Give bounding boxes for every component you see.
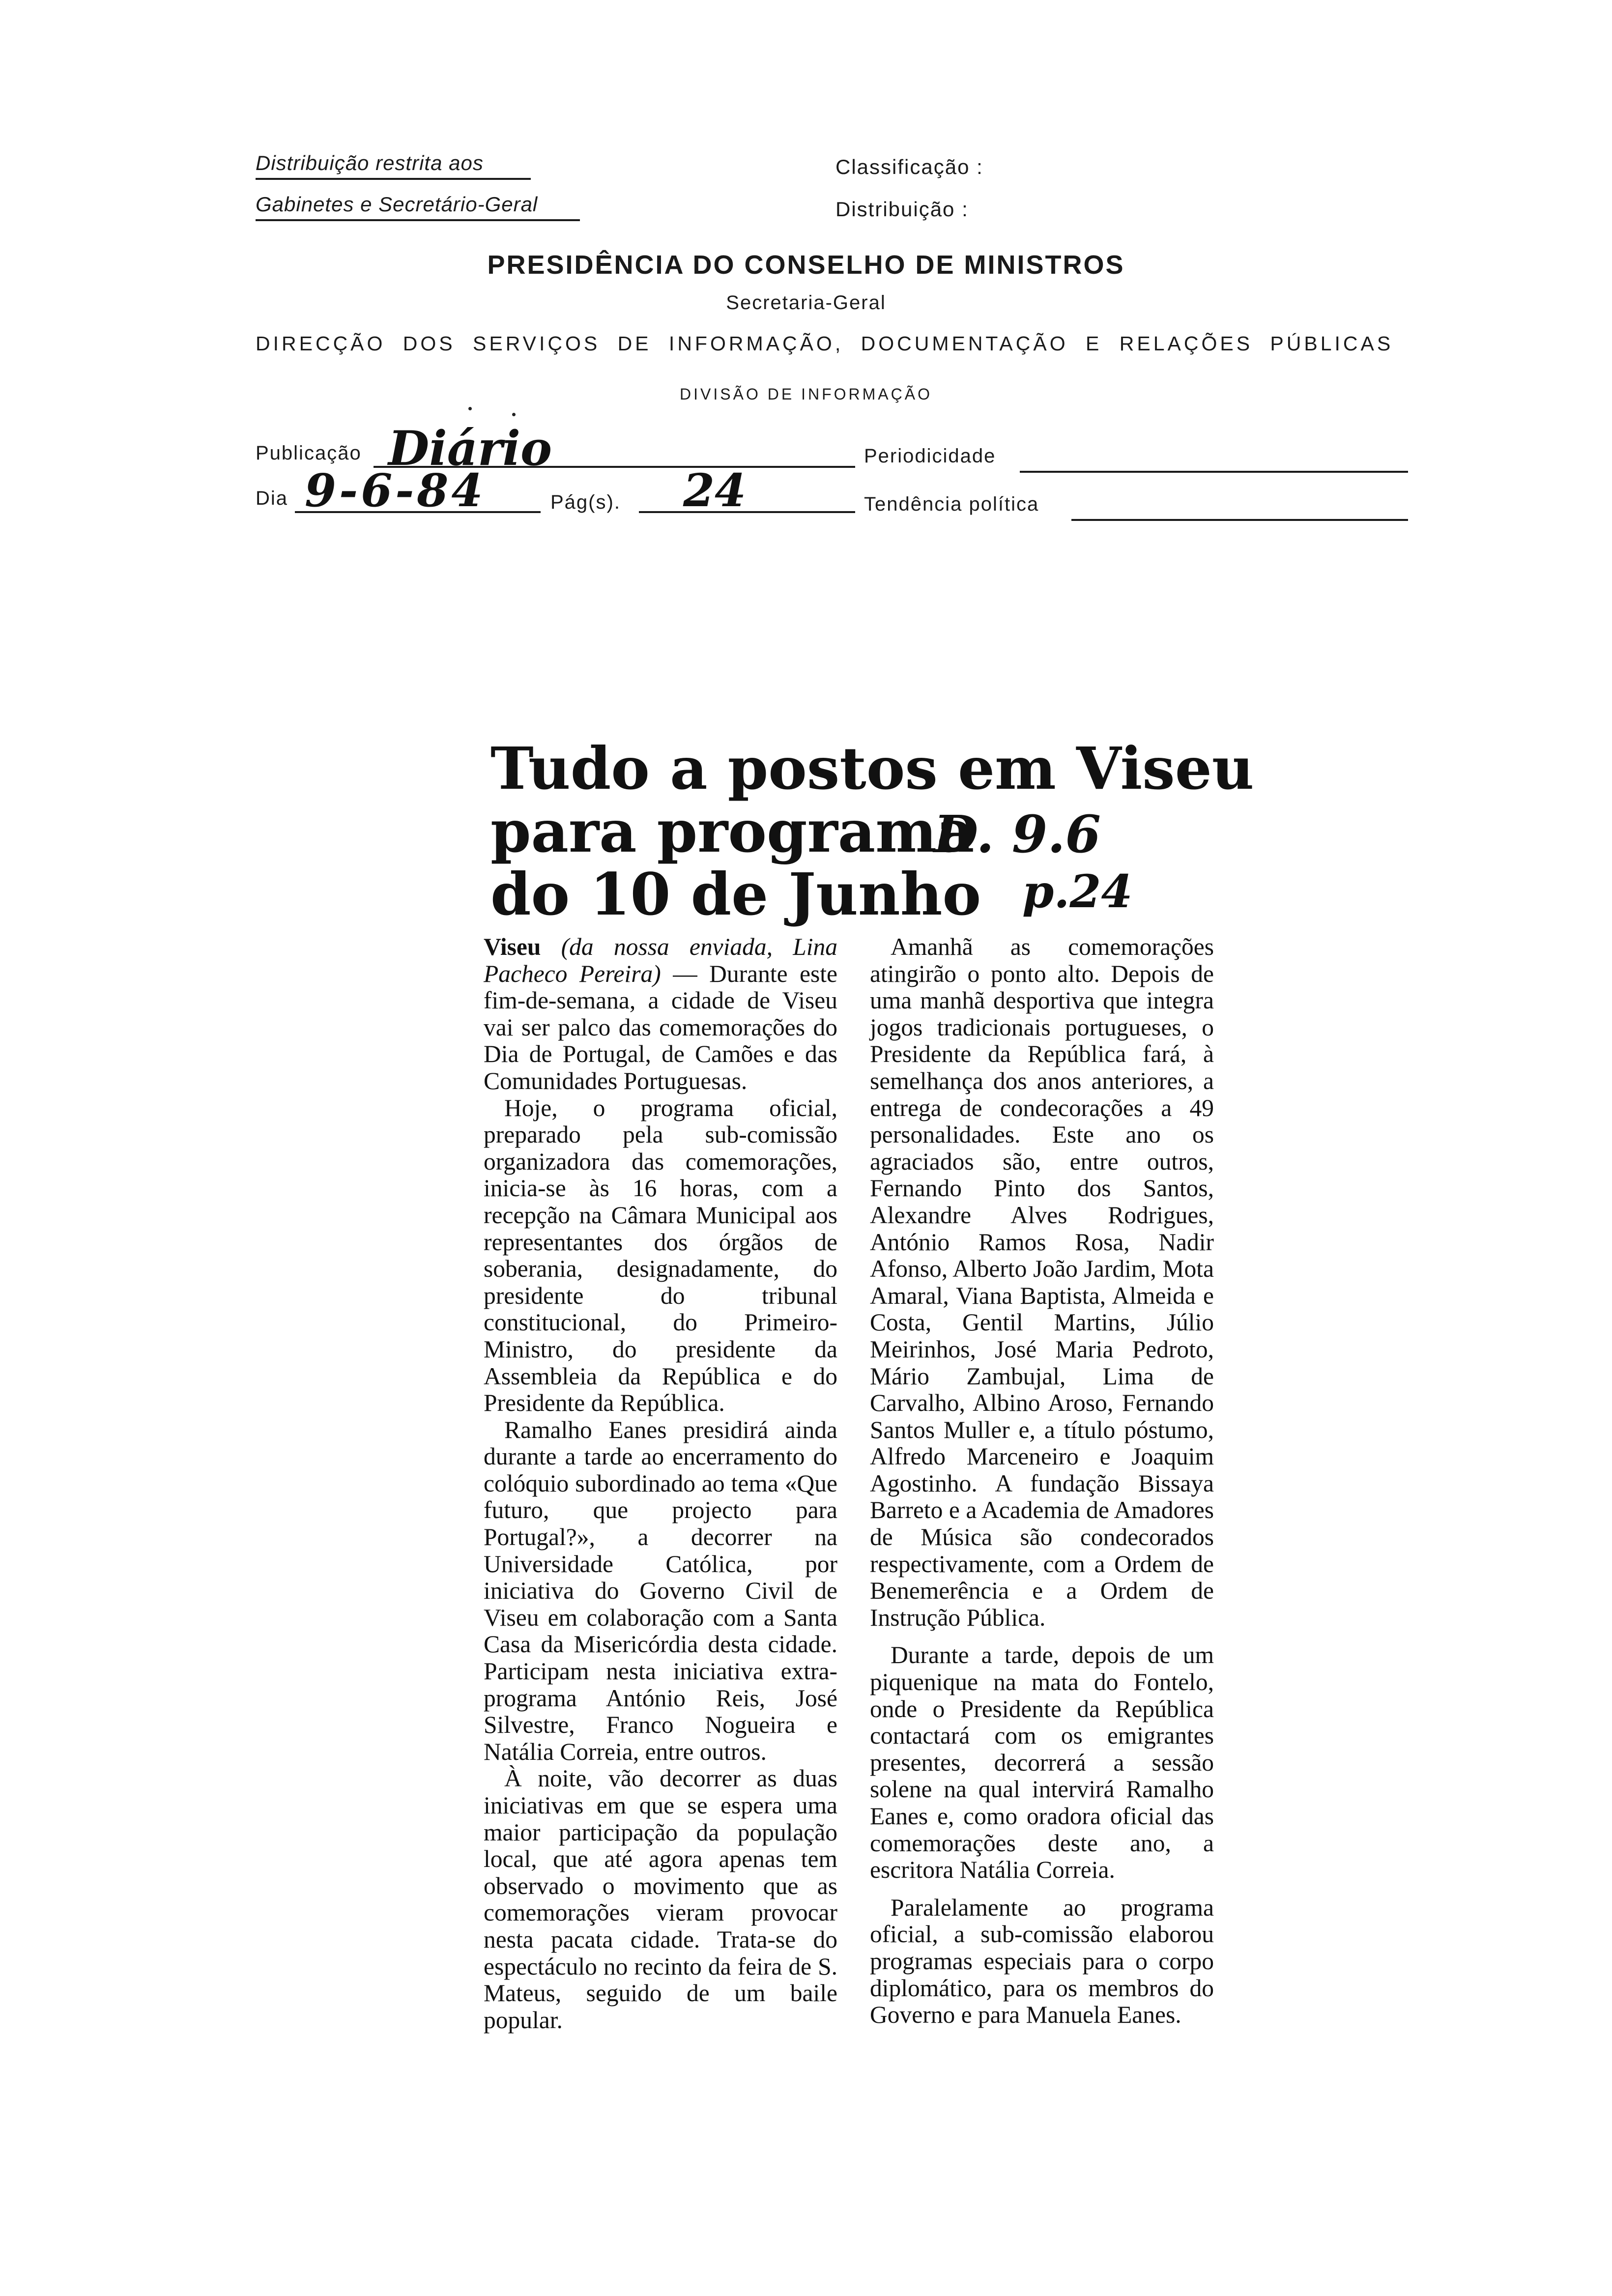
article-paragraph: Paralelamente ao programa oficial, a sub-comissão elaborou programas especiais para o corpo diplomático, para os membros do Governo e para Manuela Eanes. (870, 1894, 1214, 2029)
classificacao-label: Classificação : (835, 155, 983, 178)
distribuicao-label: Distribuição : (835, 198, 969, 221)
agency-title: PRESIDÊNCIA DO CONSELHO DE MINISTROS (487, 250, 1125, 280)
article-paragraph: À noite, vão decorrer as duas iniciativas em que se espera uma maior participação da população local, que até agora apenas tem observado o movimento que as comemorações vieram provocar nesta pacata cidade. Trata-se do espectáculo no recinto da feira de S. Mateus, seguido de um baile popular. (484, 1765, 837, 2034)
ink-dot (512, 413, 516, 416)
pags-handwritten: 24 (683, 464, 747, 517)
periodicidade-label: Periodicidade (864, 445, 996, 467)
tendencia-label: Tendência política (864, 493, 1039, 515)
pags-label: Pág(s). (550, 491, 621, 513)
dia-label: Dia (256, 488, 288, 509)
byline-place: Viseu (484, 933, 541, 960)
distribution-notice-line2: Gabinetes e Secretário-Geral (256, 193, 580, 221)
pags-field-line (639, 511, 855, 513)
paragraph-text: — Durante este fim-de-semana, a cidade de Viseu vai ser palco das comemorações do Dia de Portugal, de Camões e das Comunidades Portuguesas. (484, 960, 837, 1094)
article-paragraph: Durante a tarde, depois de um piquenique na mata do Fontelo, onde o Presidente da República contactará com os emigrantes presentes, decorrerá a sessão solene na qual intervirá Ramalho Eanes e, como oradora oficial das comemorações deste ano, a escritora Natália Correia. (870, 1641, 1214, 1884)
article-column-2 (870, 934, 1214, 2029)
article-paragraph: Amanhã as comemorações atingirão o ponto alto. Depois de uma manhã desportiva que integra jogos tradicionais portugueses, o Presidente da República fará, à semelhança dos anos anteriores, a entrega de condecorações a 49 personalidades. Este ano os agraciados são, entre outros, Fernando Pinto dos Santos, Alexandre Alves Rodrigues, António Ramos Rosa, Nadir Afonso, Alberto João Jardim, Mota Amaral, Viana Baptista, Almeida e Costa, Gentil Martins, Júlio Meirinhos, José Maria Pedroto, Mário Zambujal, Lima de Carvalho, Albino Aroso, Fernando Santos Muller e, a título póstumo, Alfredo Marceneiro e Joaquim Agostinho. A fundação Bissaya Barreto e a Academia de Amadores de Música são condecorados respectivamente, com a Ordem de Benemerência e a Ordem de Instrução Pública. (870, 933, 1214, 1631)
publicacao-label: Publicação (256, 442, 362, 464)
article-paragraph: Hoje, o programa oficial, preparado pela sub-comissão organizadora das comemorações, inicia-se às 16 horas, com a recepção na Câmara Municipal aos representantes dos órgãos de soberania, designadamente, do presidente do tribunal constitucional, do Primeiro-Ministro, do presidente da Assembleia da República e do Presidente da República. (484, 1094, 837, 1417)
direccao-line: DIRECÇÃO DOS SERVIÇOS DE INFORMAÇÃO, DOCUMENTAÇÃO E RELAÇÕES PÚBLICAS (256, 332, 1394, 355)
article-column-1 (484, 934, 837, 2034)
periodicidade-field-line (1020, 471, 1408, 473)
article-headline (490, 734, 1254, 928)
secretaria-geral: Secretaria-Geral (726, 292, 886, 314)
byline-author: (da nossa enviada, Lina Pacheco Pereira) (484, 933, 837, 987)
article-paragraph (484, 934, 837, 1095)
divisao-line: DIVISÃO DE INFORMAÇÃO (680, 385, 932, 403)
tendencia-field-line (1071, 519, 1408, 521)
headline-line: para programa (490, 797, 975, 865)
article-paragraph: Ramalho Eanes presidirá ainda durante a tarde ao encerramento do colóquio subordinado ao tema «Que futuro, que projecto para Portugal?», a decorrer na Universidade Católica, por iniciativa do Governo Civil de Viseu em colaboração com a Santa Casa da Misericórdia desta cidade. Participam nesta iniciativa extra-programa António Reis, José Silvestre, Franco Nogueira e Natália Correia, entre outros. (484, 1416, 837, 1765)
handwritten-annotation-page: p.24 (1022, 865, 1133, 918)
ink-dot (468, 407, 472, 410)
publicacao-handwritten: Diário (388, 421, 552, 476)
headline-line: do 10 de Junho (490, 860, 981, 928)
headline-line: Tudo a postos em Viseu (490, 734, 1254, 803)
dia-handwritten: 9-6-84 (305, 464, 486, 517)
distribution-notice-line1: Distribuição restrita aos (256, 151, 531, 180)
handwritten-annotation-date: D. 9.6 (934, 804, 1101, 864)
dia-field-line (295, 511, 541, 513)
